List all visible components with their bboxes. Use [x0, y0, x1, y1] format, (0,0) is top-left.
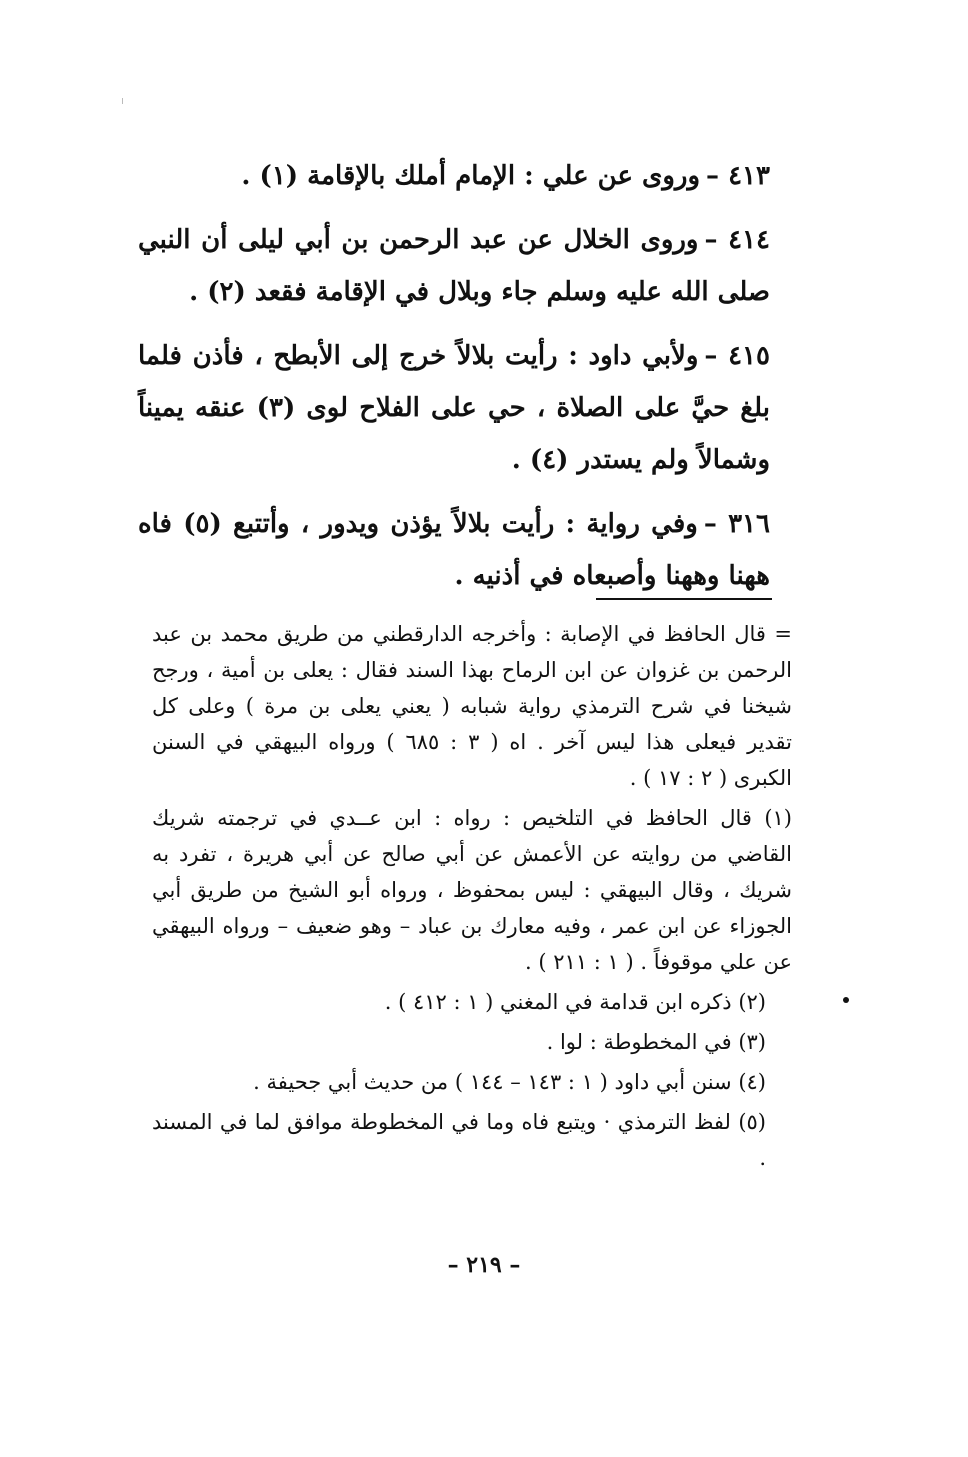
margin-dot [843, 997, 849, 1003]
footnote-2: (٢) ذكره ابن قدامة في المغني ( ١ : ٤١٢ ) . [384, 990, 766, 1014]
footnote-5: (٥) لفظ الترمذي · ويتبع فاه وما في المخطوطة موافق لما في المسند . [152, 1110, 766, 1170]
hadith-text: وروى عن علي : الإمام أملك بالإقامة (١) . [241, 161, 701, 191]
hadith-number: ٤١٥ – [704, 341, 770, 371]
hadith-number: ٤١٣ – [706, 161, 770, 191]
main-text [138, 150, 770, 614]
footnotes [152, 616, 792, 1180]
hadith-413 [138, 150, 770, 202]
hadith-414 [138, 214, 770, 318]
margin-mark [122, 98, 123, 104]
hadith-text: ولأبي داود : رأيت بلالاً خرج إلى الأبطح ، فأذن فلما بلغ حيَّ على الصلاة ، حي على الفلاح لوى (٣) عنقه يميناً وشمالاً ولم يستدر (٤) . [138, 341, 770, 475]
hadith-316 [138, 498, 770, 602]
footnote-1: (١) قال الحافظ في التلخيص : رواه : ابن عــدي في ترجمته شريك القاضي من روايته عن الأعمش عن أبي صالح عن أبي هريرة ، تفرد به شريك ، وقال البيهقي : ليس بمحفوظ ، ورواه أبو الشيخ من طريق أبي الجوزاء عن ابن عمر ، وفيه معارك بن عباد – وهو ضعيف – ورواه البيهقي عن علي موقوفاً . ( ١ : ٢١١ ) . [152, 806, 792, 974]
footnote-separator [596, 598, 772, 600]
page-number: – ٢١٩ – [447, 1252, 521, 1278]
footnote-3: (٣) في المخطوطة : لوا . [546, 1030, 766, 1054]
hadith-number: ٣١٦ – [703, 509, 770, 539]
footnote-continuation: = قال الحافظ في الإصابة : وأخرجه الدارقطني من طريق محمد بن عبد الرحمن بن غزوان عن ابن الرماح بهذا السند فقال : يعلى بن أمية ، ورجح شيخنا في شرح الترمذي رواية شبابه ( يعني يعلى بن مرة ) وعلى كل تقدير فيعلى هذا ليس آخر . اه ( ٣ : ٦٨٥ ) ورواه البيهقي في السنن الكبرى ( ٢ : ١٧ ) . [152, 622, 792, 790]
footnote-4: (٤) سنن أبي داود ( ١ : ١٤٣ – ١٤٤ ) من حديث أبي جحيفة . [253, 1070, 766, 1094]
hadith-415 [138, 330, 770, 486]
hadith-text: وروى الخلال عن عبد الرحمن بن أبي ليلى أن النبي صلى الله عليه وسلم جاء وبلال في الإقامة فقعد (٢) . [138, 225, 770, 307]
hadith-text: وفي رواية : رأيت بلالاً يؤذن ويدور ، وأتتبع (٥) فاه ههنا وههنا وأصبعاه في أذنيه . [138, 509, 770, 591]
hadith-number: ٤١٤ – [704, 225, 770, 255]
